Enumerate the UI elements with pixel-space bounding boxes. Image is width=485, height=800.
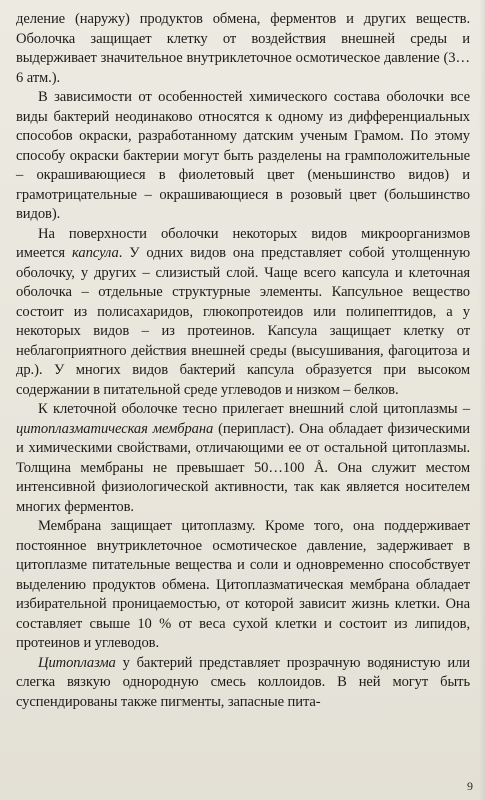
paragraph [16, 517, 470, 654]
page-edge-shadow [479, 0, 485, 800]
body-text [16, 10, 470, 712]
text-segment: На поверхности оболочки некоторых видов микроорганизмов имеется [16, 225, 470, 261]
paragraph [16, 400, 470, 517]
italic-term: капсула [72, 245, 119, 261]
italic-term: Цитоплазма [38, 654, 116, 671]
page-number: 9 [467, 779, 473, 793]
text-segment: деление (наружу) продуктов обмена, ферментов и других веществ. Оболочка защищает клетку от воздействия внешней среды и выдерживает значительное внутриклеточное осмотическое давление (3…6 атм.). [16, 11, 470, 86]
italic-term: цитоплазматическая мембрана [16, 420, 214, 437]
text-segment: К клеточной оболочке тесно прилегает внешний слой цитоплазмы – [38, 401, 470, 417]
paragraph [16, 10, 470, 88]
text-segment: Мембрана защищает цитоплазму. Кроме того, она поддерживает постоянное внутриклеточное осмотическое давление, задерживает в цитоплазме питательные вещества и соли и одновременно способствует выделению продуктов обмена. Цитоплазматическая мембрана обладает избирательной проницаемостью, от которой зависит жизнь клетки. Она составляет свыше 10 % от веса сухой клетки и состоит из липидов, протеинов и углеводов. [16, 518, 470, 651]
paragraph [16, 654, 470, 713]
text-segment: (перипласт). Она обладает физическими и химическими свойствами, отличающими ее от остальной цитоплазмы. Толщина мембраны не превышает 50…100 Å. Она служит местом интенсивной физиологической активности, так как является носителем многих ферментов. [16, 420, 470, 515]
text-segment: . У одних видов она представляет собой утолщенную оболочку, у других – слизистый слой. Чаще всего капсула и клеточная оболочка – отдельные структурные элементы. Капсульное вещество состоит из полисахаридов, глюкопротеидов или полипептидов, а у некоторых видов – из протеинов. Капсула защищает клетку от неблагоприятного действия внешней среды (высушивания, фагоцитоза и др.). У многих видов бактерий капсула образуется при высоком содержании в питательной среде углеводов и низком – белков. [16, 245, 470, 398]
paragraph [16, 88, 470, 225]
text-segment: В зависимости от особенностей химического состава оболочки все виды бактерий неодинаково относятся к одному из дифференциальных способов окраски, разработанному датским ученым Грамом. По этому способу окраски бактерии могут быть разделены на грамположительные – окрашивающиеся в фиолетовый цвет (меньшинство видов) и грамотрицательные – окрашивающиеся в розовый цвет (большинство видов). [16, 89, 470, 222]
text-segment: у бактерий представляет прозрачную водянистую или слегка вязкую однородную смесь коллоидов. В ней могут быть суспендированы также пигменты, запасные пита- [16, 654, 470, 710]
paragraph [16, 225, 470, 401]
